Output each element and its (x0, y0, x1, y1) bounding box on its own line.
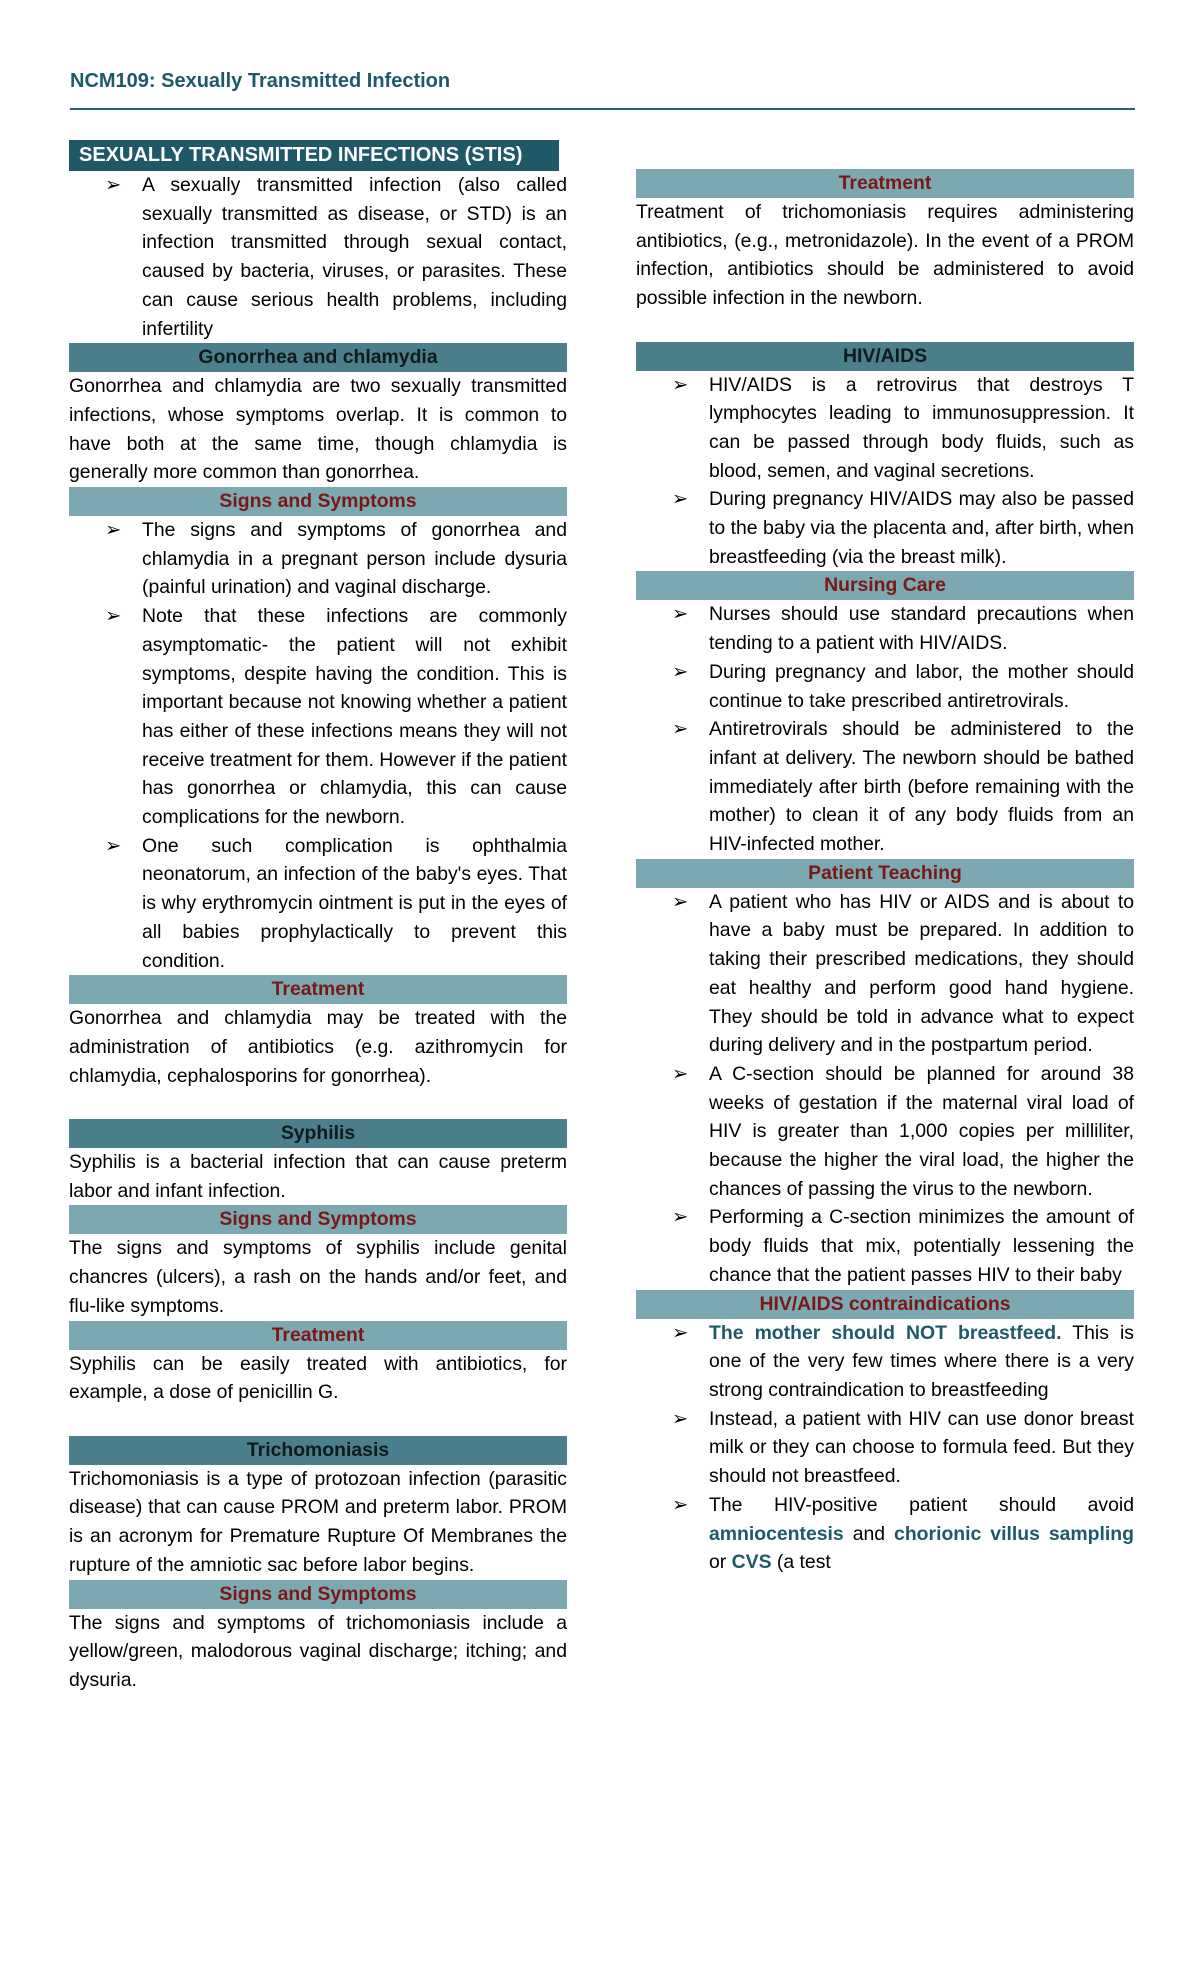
right-column (636, 169, 1134, 1577)
page-header (70, 70, 1135, 93)
arrow-bullet-icon: ➢ (105, 174, 122, 196)
trichomoniasis-text: Trichomoniasis is a type of protozoan infection (parasitic disease) that can cause PROM and preterm labor. PROM is an acronym for Premature Rupture Of Membranes the rupture of the amniotic sac before labor begins. (69, 1467, 567, 1576)
header-divider (70, 108, 1135, 110)
subheading-signs: Signs and Symptoms (69, 1580, 567, 1609)
arrow-bullet-icon: ➢ (105, 605, 122, 628)
arrow-bullet-icon: ➢ (672, 1321, 689, 1344)
list-item: ➢ Note that these infections are commonly asymptomatic- the patient will not exhibit symptoms, despite having the condition. This is important because not knowing whether a patient has either of these infections means they will not receive treatment for them. However if the patient has gonorrhea or chlamydia, this can cause complications for the newborn. (69, 602, 567, 832)
list-item: ➢ A C-section should be planned for around 38 weeks of gestation if the maternal viral load of HIV is greater than 1,000 copies per milliliter, because the higher the viral load, the higher the chances of passing the virus to the newborn. (636, 1060, 1134, 1204)
main-section-banner: SEXUALLY TRANSMITTED INFECTIONS (STIS) (69, 140, 559, 171)
gonorrhea-text: Gonorrhea and chlamydia are two sexually transmitted infections, whose symptoms overlap. It is common to have both at the same time, though chlamydia is generally more common than gonorrhea. (69, 375, 567, 484)
arrow-bullet-icon: ➢ (672, 1206, 689, 1229)
list-item: ➢ A sexually transmitted infection (also called sexually transmitted as disease, or STD) is an infection transmitted through sexual contact, caused by bacteria, viruses, or parasites. These can cause serious health problems, including infertility (69, 171, 567, 343)
page-title: NCM109: Sexually Transmitted Infection (70, 70, 451, 92)
syphilis-signs-text: The signs and symptoms of syphilis include genital chancres (ulcers), a rash on the hands and/or feet, and flu-like symptoms. (69, 1237, 567, 1317)
subheading-treatment: Treatment (69, 975, 567, 1004)
trichomoniasis-treatment-text: Treatment of trichomoniasis requires administering antibiotics, (e.g., metronidazole). In the event of a PROM infection, antibiotics should be administered to avoid possible infection in the newborn. (636, 201, 1134, 310)
arrow-bullet-icon: ➢ (672, 488, 689, 511)
list-item: ➢ Nurses should use standard precautions when tending to a patient with HIV/AIDS. (636, 600, 1134, 657)
list-item: ➢ The HIV-positive patient should avoid amniocentesis and chorionic villus sampling or CVS (a test (636, 1491, 1134, 1577)
arrow-bullet-icon: ➢ (672, 718, 689, 741)
arrow-bullet-icon: ➢ (105, 519, 122, 542)
list-item: ➢ The signs and symptoms of gonorrhea and chlamydia in a pregnant person include dysuria (painful urination) and vaginal discharge. (69, 516, 567, 602)
list-item: ➢ During pregnancy HIV/AIDS may also be passed to the baby via the placenta and, after birth, when breastfeeding (via the breast milk). (636, 485, 1134, 571)
intro-bullet-list (69, 171, 567, 343)
arrow-bullet-icon: ➢ (672, 1062, 689, 1085)
list-item: ➢ A patient who has HIV or AIDS and is about to have a baby must be prepared. In addition to taking their prescribed medications, they should eat healthy and perform good hand hygiene. They should be told in advance what to expect during delivery and in the postpartum period. (636, 888, 1134, 1060)
arrow-bullet-icon: ➢ (105, 834, 122, 857)
patient-teaching-list (636, 888, 1134, 1290)
syphilis-text: Syphilis is a bacterial infection that can cause preterm labor and infant infection. (69, 1151, 567, 1202)
arrow-bullet-icon: ➢ (672, 603, 689, 626)
list-item: ➢ The mother should NOT breastfeed. This is one of the very few times where there is a very strong contraindication to breastfeeding (636, 1319, 1134, 1405)
emphasis-text: chorionic villus sampling (894, 1522, 1134, 1545)
subheading-nursing-care: Nursing Care (636, 571, 1134, 600)
gonorrhea-signs-list (69, 516, 567, 975)
emphasis-text: CVS (731, 1551, 772, 1574)
section-heading-trichomoniasis: Trichomoniasis (69, 1436, 567, 1465)
trichomoniasis-signs-text: The signs and symptoms of trichomoniasis include a yellow/green, malodorous vaginal discharge; itching; and dysuria. (69, 1611, 567, 1691)
left-column (69, 140, 567, 1695)
list-item: ➢ Antiretrovirals should be administered to the infant at delivery. The newborn should be bathed immediately after birth (before remaining with the mother) to clean it of any body fluids from an HIV-infected mother. (636, 715, 1134, 859)
arrow-bullet-icon: ➢ (672, 660, 689, 683)
section-heading-syphilis: Syphilis (69, 1119, 567, 1148)
subheading-signs: Signs and Symptoms (69, 1205, 567, 1234)
list-item: ➢ One such complication is ophthalmia neonatorum, an infection of the baby's eyes. That is why erythromycin ointment is put in the eyes of all babies prophylactically to prevent this condition. (69, 832, 567, 976)
list-item: ➢ Instead, a patient with HIV can use donor breast milk or they can choose to formula feed. But they should not breastfeed. (636, 1405, 1134, 1491)
nursing-care-list (636, 600, 1134, 858)
arrow-bullet-icon: ➢ (672, 1493, 689, 1516)
arrow-bullet-icon: ➢ (672, 1407, 689, 1430)
hiv-bullet-list (636, 371, 1134, 572)
arrow-bullet-icon: ➢ (672, 373, 689, 396)
section-heading-hiv: HIV/AIDS (636, 342, 1134, 371)
list-item: ➢ During pregnancy and labor, the mother should continue to take prescribed antiretrovirals. (636, 658, 1134, 715)
syphilis-treatment-text: Syphilis can be easily treated with antibiotics, for example, a dose of penicillin G. (69, 1352, 567, 1404)
subheading-patient-teaching: Patient Teaching (636, 859, 1134, 888)
subheading-treatment: Treatment (69, 1321, 567, 1350)
arrow-bullet-icon: ➢ (672, 890, 689, 913)
subheading-signs: Signs and Symptoms (69, 487, 567, 516)
list-item: ➢ Performing a C-section minimizes the amount of body fluids that mix, potentially lessening the chance that the patient passes HIV to their baby (636, 1203, 1134, 1289)
emphasis-text: amniocentesis (709, 1522, 844, 1545)
section-heading-gonorrhea: Gonorrhea and chlamydia (69, 343, 567, 372)
gonorrhea-treatment-text: Gonorrhea and chlamydia may be treated with the administration of antibiotics (e.g. azithromycin for chlamydia, cephalosporins for gonorrhea). (69, 1007, 567, 1087)
list-item: ➢ HIV/AIDS is a retrovirus that destroys T lymphocytes leading to immunosuppression. It can be passed through body fluids, such as blood, semen, and vaginal secretions. (636, 371, 1134, 486)
subheading-treatment: Treatment (636, 169, 1134, 198)
emphasis-text: The mother should NOT breastfeed. (709, 1321, 1062, 1344)
subheading-hiv-contraindications: HIV/AIDS contraindications (636, 1290, 1134, 1319)
contraindications-list (636, 1319, 1134, 1577)
